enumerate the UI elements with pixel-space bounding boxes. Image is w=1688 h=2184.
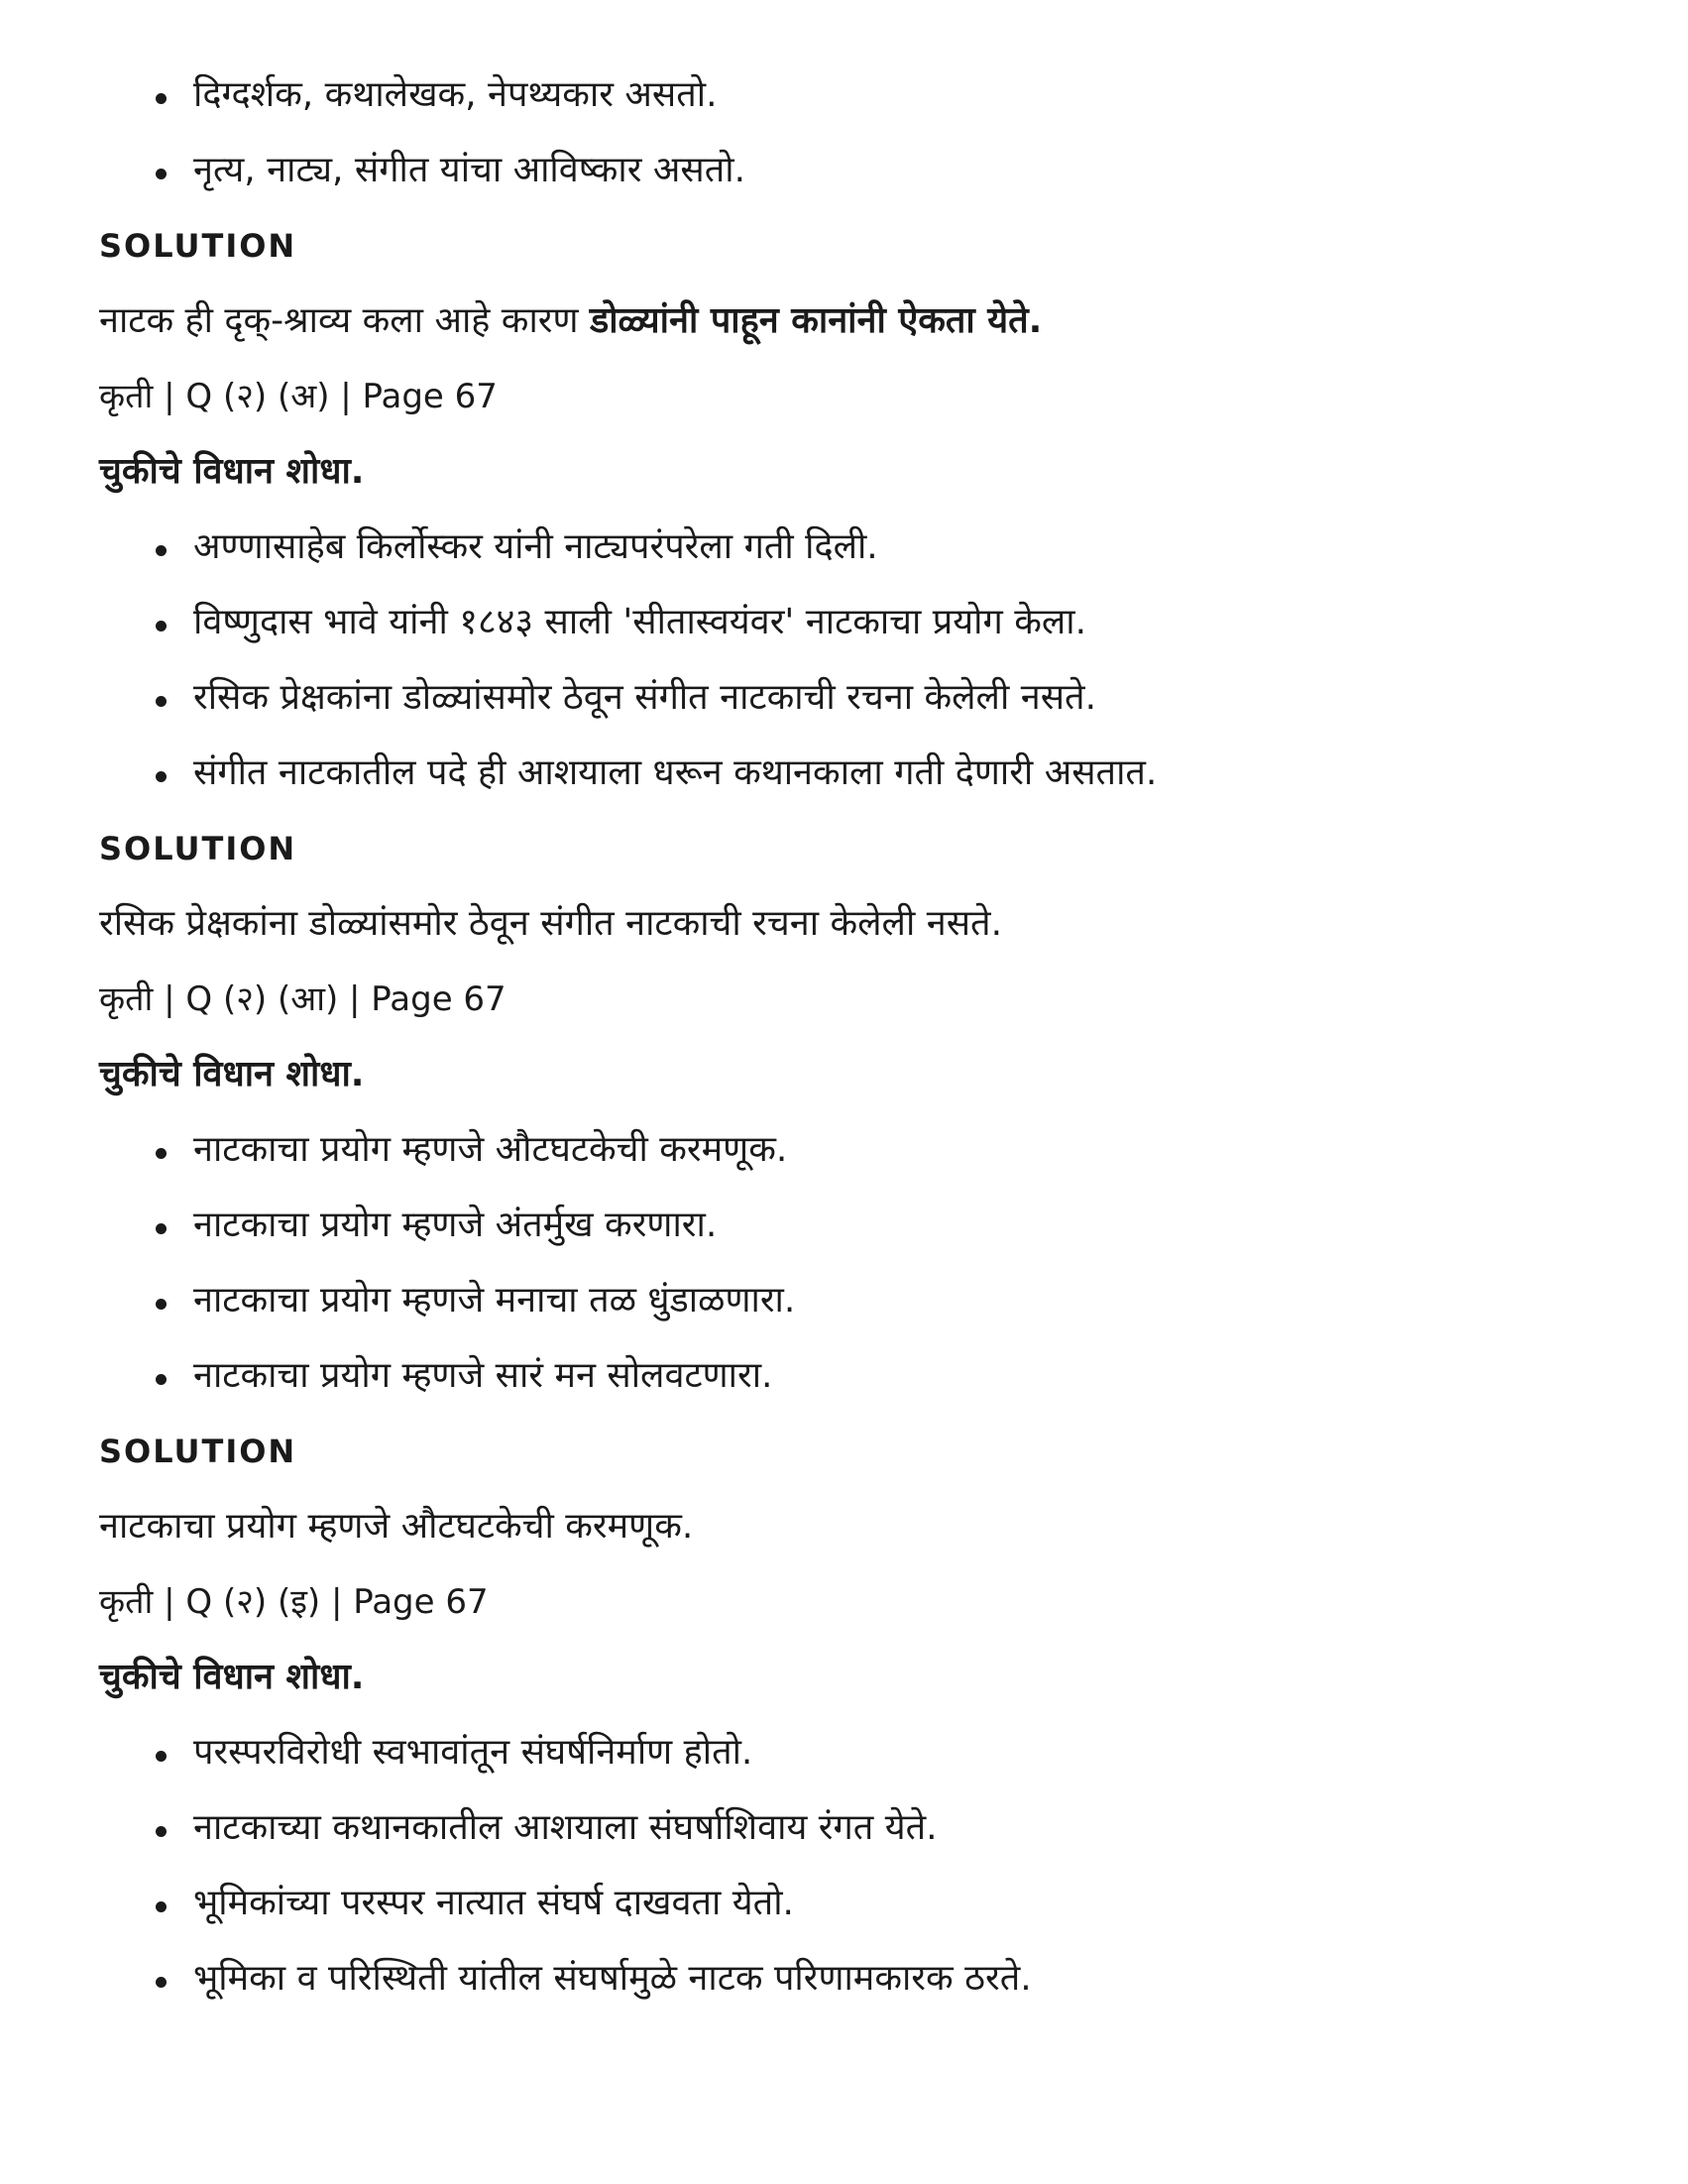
option-list: [99, 1126, 1589, 1400]
answer-bold-text: डोळ्यांनी पाहून कानांनी ऐकता येते.: [589, 300, 1043, 341]
question-reference: कृती | Q (२) (आ) | Page 67: [99, 979, 506, 1019]
list-item: नाटकाच्या कथानकातील आशयाला संघर्षाशिवाय रंगत येते.: [99, 1804, 1589, 1852]
solution-heading: SOLUTION: [99, 830, 297, 867]
list-item: भूमिका व परिस्थिती यांतील संघर्षामुळे नाटक परिणामकारक ठरते.: [99, 1955, 1589, 2003]
question-prompt: चुकीचे विधान शोधा.: [99, 1657, 365, 1697]
question-prompt: चुकीचे विधान शोधा.: [99, 1054, 365, 1094]
top-bullet-list: [99, 71, 1589, 194]
question-reference: कृती | Q (२) (इ) | Page 67: [99, 1582, 489, 1622]
list-item: संगीत नाटकातील पदे ही आशयाला धरून कथानकाला गती देणारी असतात.: [99, 749, 1589, 797]
list-item: भूमिकांच्या परस्पर नात्यात संघर्ष दाखवता येतो.: [99, 1880, 1589, 1927]
option-list: [99, 1729, 1589, 2003]
list-item: परस्परविरोधी स्वभावांतून संघर्षनिर्माण होतो.: [99, 1729, 1589, 1777]
option-list: [99, 523, 1589, 797]
solution-answer: [99, 297, 1589, 345]
list-item: नाटकाचा प्रयोग म्हणजे सारं मन सोलवटणारा.: [99, 1352, 1589, 1400]
solution-heading: SOLUTION: [99, 1433, 297, 1470]
list-item: अण्णासाहेब किर्लोस्कर यांनी नाट्यपरंपरेला गती दिली.: [99, 523, 1589, 571]
list-item: रसिक प्रेक्षकांना डोळ्यांसमोर ठेवून संगीत नाटकाची रचना केलेली नसते.: [99, 674, 1589, 722]
question-prompt: चुकीचे विधान शोधा.: [99, 451, 365, 492]
list-item: नाटकाचा प्रयोग म्हणजे मनाचा तळ धुंडाळणारा.: [99, 1277, 1589, 1324]
list-item: नाटकाचा प्रयोग म्हणजे औटघटकेची करमणूक.: [99, 1126, 1589, 1174]
solution-answer: रसिक प्रेक्षकांना डोळ्यांसमोर ठेवून संगीत नाटकाची रचना केलेली नसते.: [99, 903, 1003, 944]
solution-answer: नाटकाचा प्रयोग म्हणजे औटघटकेची करमणूक.: [99, 1506, 694, 1547]
list-item: दिग्दर्शक, कथालेखक, नेपथ्यकार असतो.: [99, 71, 1589, 119]
list-item: नृत्य, नाट्य, संगीत यांचा आविष्कार असतो.: [99, 147, 1589, 194]
answer-text: नाटक ही दृक्-श्राव्य कला आहे कारण: [99, 300, 590, 341]
list-item: विष्णुदास भावे यांनी १८४३ साली 'सीतास्वयंवर' नाटकाचा प्रयोग केला.: [99, 599, 1589, 646]
question-reference: कृती | Q (२) (अ) | Page 67: [99, 377, 498, 416]
list-item: नाटकाचा प्रयोग म्हणजे अंतर्मुख करणारा.: [99, 1202, 1589, 1249]
solution-heading: SOLUTION: [99, 227, 297, 265]
